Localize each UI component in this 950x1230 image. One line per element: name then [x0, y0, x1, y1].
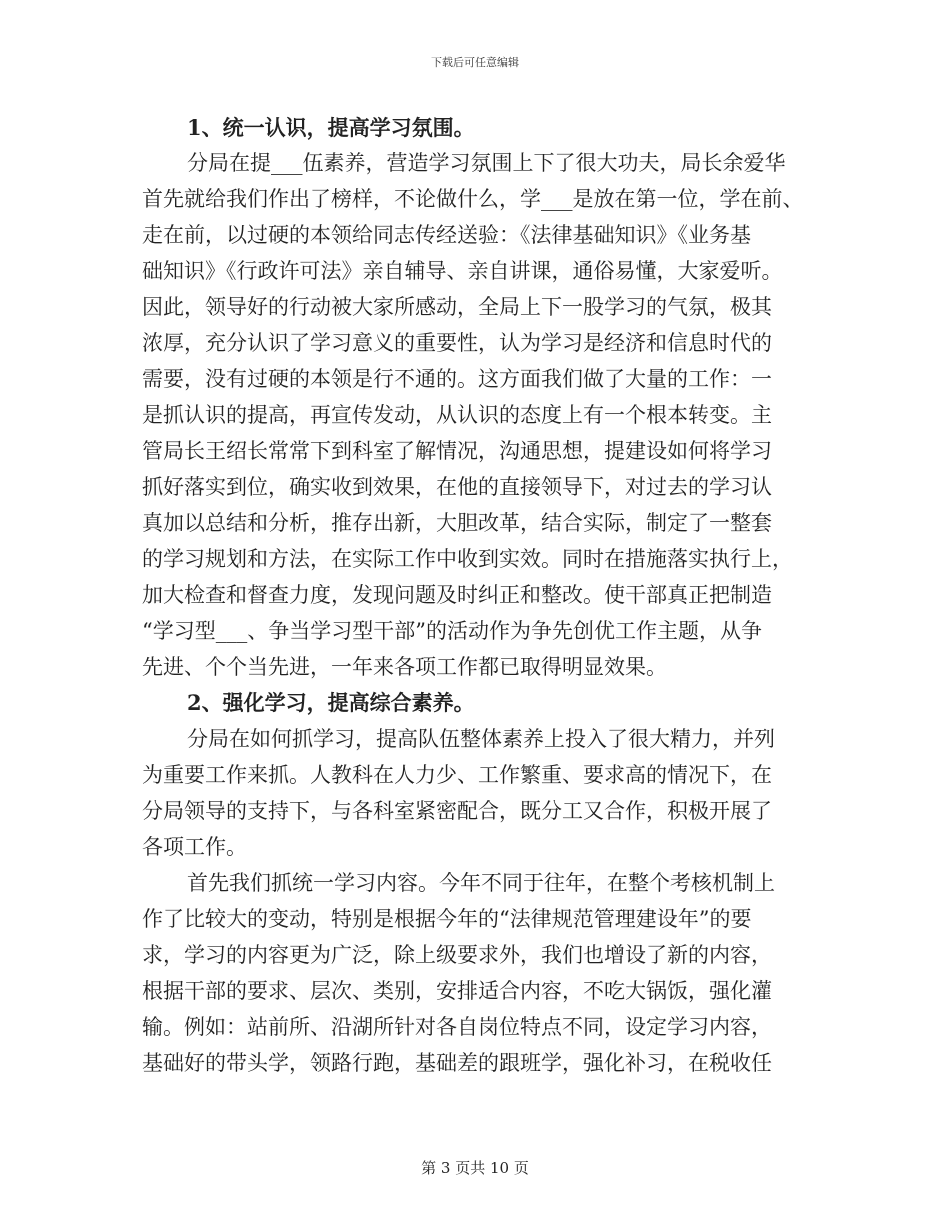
paragraph-line: 加大检查和督查力度，发现问题及时纠正和整改。使干部真正把制造	[142, 583, 772, 607]
paragraph-line: 分局领导的支持下，与各科室紧密配合，既分工又合作，积极开展了	[142, 799, 772, 823]
paragraph-line: 础知识》《行政许可法》亲自辅导、亲自讲课，通俗易懂，大家爱听。	[142, 259, 783, 283]
paragraph-line: 首先我们抓统一学习内容。今年不同于往年，在整个考核机制上	[187, 871, 775, 895]
paragraph-line: 根据干部的要求、层次、类别，安排适合内容，不吃大锅饭，强化灌	[142, 979, 772, 1003]
paragraph-line: 走在前，以过硬的本领给同志传经送验：《法律基础知识》《业务基	[142, 223, 751, 247]
section-heading-1: 1、统一认识，提高学习氛围。	[187, 115, 475, 140]
paragraph-line: 是抓认识的提高，再宣传发动，从认识的态度上有一个根本转变。主	[142, 403, 772, 427]
paragraph-line: 分局在提___伍素养，营造学习氛围上下了很大功夫，局长余爱华	[187, 151, 786, 175]
paragraph-line: 作了比较大的变动，特别是根据今年的“法律规范管理建设年”的要	[142, 907, 752, 931]
paragraph-line: 为重要工作来抓。人教科在人力少、工作繁重、要求高的情况下，在	[142, 763, 772, 787]
paragraph-line: 首先就给我们作出了榜样，不论做什么，学___是放在第一位，学在前、	[142, 187, 804, 211]
paragraph-line: 管局长王绍长常常下到科室了解情况，沟通思想，提建设如何将学习	[142, 439, 772, 463]
paragraph-line: 输。例如：站前所、沿湖所针对各自岗位特点不同，设定学习内容，	[142, 1015, 772, 1039]
paragraph-line: 真加以总结和分析，推存出新，大胆改革，结合实际，制定了一整套	[142, 511, 772, 535]
paragraph-line: 抓好落实到位，确实收到效果，在他的直接领导下，对过去的学习认	[142, 475, 772, 499]
paragraph-line: 分局在如何抓学习，提高队伍整体素养上投入了很大精力，并列	[187, 727, 775, 751]
paragraph-line: 先进、个个当先进，一年来各项工作都已取得明显效果。	[142, 655, 667, 679]
paragraph-line: “学习型___、争当学习型干部”的活动作为争先创优工作主题，从争	[142, 619, 762, 643]
paragraph-line: 求，学习的内容更为广泛，除上级要求外，我们也增设了新的内容，	[142, 943, 772, 967]
page-footer: 第 3 页共 10 页	[421, 1159, 529, 1177]
paragraph-line: 浓厚，充分认识了学习意义的重要性，认为学习是经济和信息时代的	[142, 331, 772, 355]
section-heading-2: 2、强化学习，提高综合素养。	[187, 690, 475, 715]
paragraph-line: 需要，没有过硬的本领是行不通的。这方面我们做了大量的工作：一	[142, 367, 772, 391]
paragraph-line: 各项工作。	[142, 835, 247, 859]
paragraph-line: 基础好的带头学，领路行跑，基础差的跟班学，强化补习，在税收任	[142, 1051, 772, 1075]
paragraph-line: 因此，领导好的行动被大家所感动，全局上下一股学习的气氛，极其	[142, 295, 772, 319]
page-header: 下载后可任意编辑	[431, 56, 519, 69]
paragraph-line: 的学习规划和方法，在实际工作中收到实效。同时在措施落实执行上，	[142, 547, 793, 571]
